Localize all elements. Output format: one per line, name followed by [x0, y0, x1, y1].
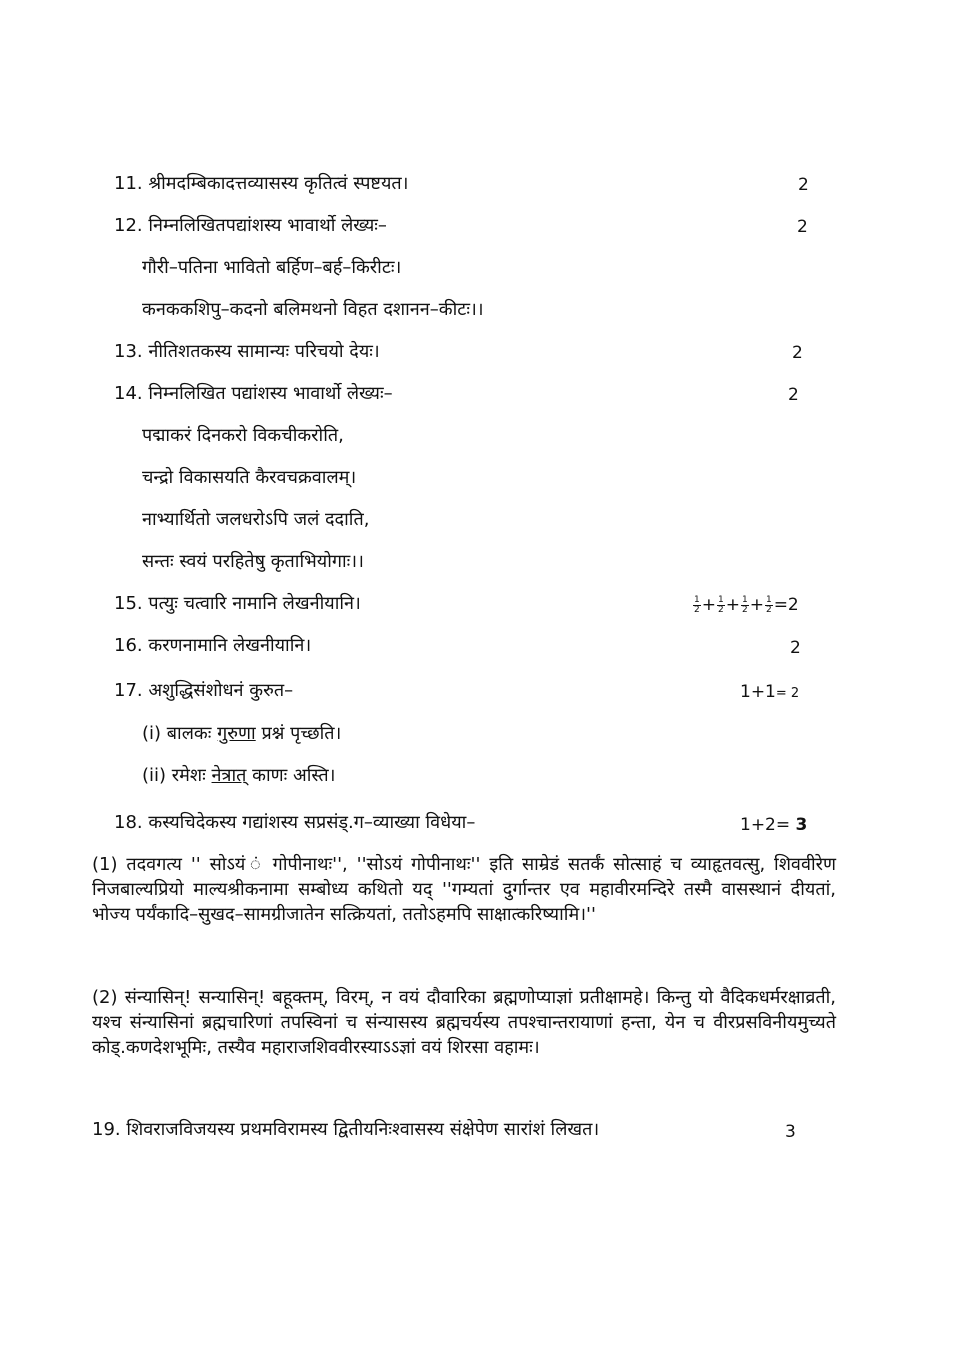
- question-18-marks: 1+2= 3: [740, 815, 808, 835]
- question-15-marks: $\frac{1}{2}$ + $\frac{1}{2}$ + $\frac{1}{2}$ + $\frac{1}{2}$ =2: [694, 594, 799, 615]
- fraction-half: $\frac{1}{2}$: [717, 594, 724, 615]
- question-text: निम्नलिखित पद्यांशस्य भावार्थो लेख्यः–: [148, 383, 393, 404]
- passage-1: (1) तदवगत्य '' सोऽयं ं गोपीनाथः'', ''सोऽयं गोपीनाथः'' इति साम्रेडं सतर्कं सोत्साहं च व्याहृतवत्सु, शिववीरेण निजबाल्यप्रियो माल्यश्रीकनामा सम्बोध्य कथितो यद् ''गम्यतां दुर्गान्तर एव महावीरमन्दिरे तस्मै वासस्थानं दीयतां, भोज्य पर्यंकादि–सुखद–सामग्रीजातेन सत्क्रियतां, ततोऽहमपि साक्षात्करिष्यामि।'': [92, 854, 836, 925]
- underlined-word: नेत्रात्: [211, 765, 247, 786]
- question-text: पत्युः चत्वारि नामानि लेखनीयानि।: [148, 593, 361, 614]
- question-13: [114, 340, 380, 364]
- fraction-half: $\frac{1}{2}$: [741, 594, 748, 615]
- question-number: 12.: [114, 215, 143, 236]
- question-19-marks: 3: [785, 1122, 796, 1142]
- question-number: 16.: [114, 635, 143, 656]
- question-17: [114, 679, 293, 703]
- sub-question-i: (i) बालकः गुरुणा प्रश्नं पृच्छति।: [142, 723, 342, 744]
- question-text: अशुद्धिसंशोधनं कुरुत–: [148, 680, 294, 701]
- verse-line: पद्माकरं दिनकरो विकचीकरोति,: [142, 425, 344, 446]
- question-19: 19. शिवराजविजयस्य प्रथमविरामस्य द्वितीयनिःश्वासस्य संक्षेपेण सारांशं लिखत।: [92, 1119, 600, 1140]
- fraction-half: $\frac{1}{2}$: [694, 594, 700, 615]
- verse-line: कनककशिपु–कदनो बलिमथनो विहत दशानन–कीटः।।: [142, 299, 484, 320]
- question-text: करणनामानि लेखनीयानि।: [148, 635, 312, 656]
- verse-line: नाभ्यार्थितो जलधरोऽपि जलं ददाति,: [142, 509, 370, 530]
- question-number: 13.: [114, 341, 143, 362]
- question-number: 17.: [114, 680, 143, 701]
- question-14-marks: 2: [788, 385, 799, 405]
- question-number: 15.: [114, 593, 143, 614]
- question-14: [114, 382, 393, 406]
- sub-question-ii: (ii) रमेशः नेत्रात् काणः अस्ति।: [142, 765, 336, 786]
- question-18: [114, 811, 475, 835]
- question-11: [114, 172, 408, 196]
- verse-line: गौरी–पतिना भावितो बर्हिण–बर्ह–किरीटः।: [142, 257, 402, 278]
- question-17-marks: 1+1= 2: [740, 682, 800, 702]
- fraction-half: $\frac{1}{2}$: [765, 594, 772, 615]
- question-number: 18.: [114, 812, 143, 833]
- question-12: [114, 214, 387, 238]
- question-text: कस्यचिदेकस्य गद्यांशस्य सप्रसंड्.ग–व्याख्या विधेया–: [148, 812, 476, 833]
- question-number: 14.: [114, 383, 143, 404]
- question-15: [114, 592, 361, 616]
- question-11-marks: 2: [798, 175, 809, 195]
- question-12-marks: 2: [797, 217, 808, 237]
- underlined-word: गुरुणा: [217, 723, 256, 744]
- question-number: 11.: [114, 173, 143, 194]
- question-text: श्रीमदम्बिकादत्तव्यासस्य कृतित्वं स्पष्टयत।: [148, 173, 409, 194]
- question-13-marks: 2: [792, 343, 803, 363]
- question-16-marks: 2: [790, 638, 801, 658]
- question-text: निम्नलिखितपद्यांशस्य भावार्थो लेख्यः–: [148, 215, 387, 236]
- marks-total: =2: [773, 595, 799, 615]
- passage-2: (2) संन्यासिन्! सन्यासिन्! बहूक्तम्, विरम्, न वयं दौवारिका ब्रह्मणोप्याज्ञां प्रतीक्षामहे। किन्तु यो वैदिकधर्मरक्षाव्रती, यश्च संन्यासिनां ब्रह्मचारिणां तपस्विनां च संन्यासस्य ब्रह्मचर्यस्य तपश्चान्तरायाणां हन्ता, येन च वीरप्रसविनीयमुच्यते कोड्.कणदेशभूमिः, तस्यैव महाराजशिववीरस्याऽऽज्ञां वयं शिरसा वहामः।: [92, 987, 836, 1058]
- question-text: नीतिशतकस्य सामान्यः परिचयो देयः।: [148, 341, 380, 362]
- question-16: [114, 634, 311, 658]
- verse-line: चन्द्रो विकासयति कैरवचक्रवालम्।: [142, 467, 357, 488]
- verse-line: सन्तः स्वयं परहितेषु कृताभियोगाः।।: [142, 551, 364, 572]
